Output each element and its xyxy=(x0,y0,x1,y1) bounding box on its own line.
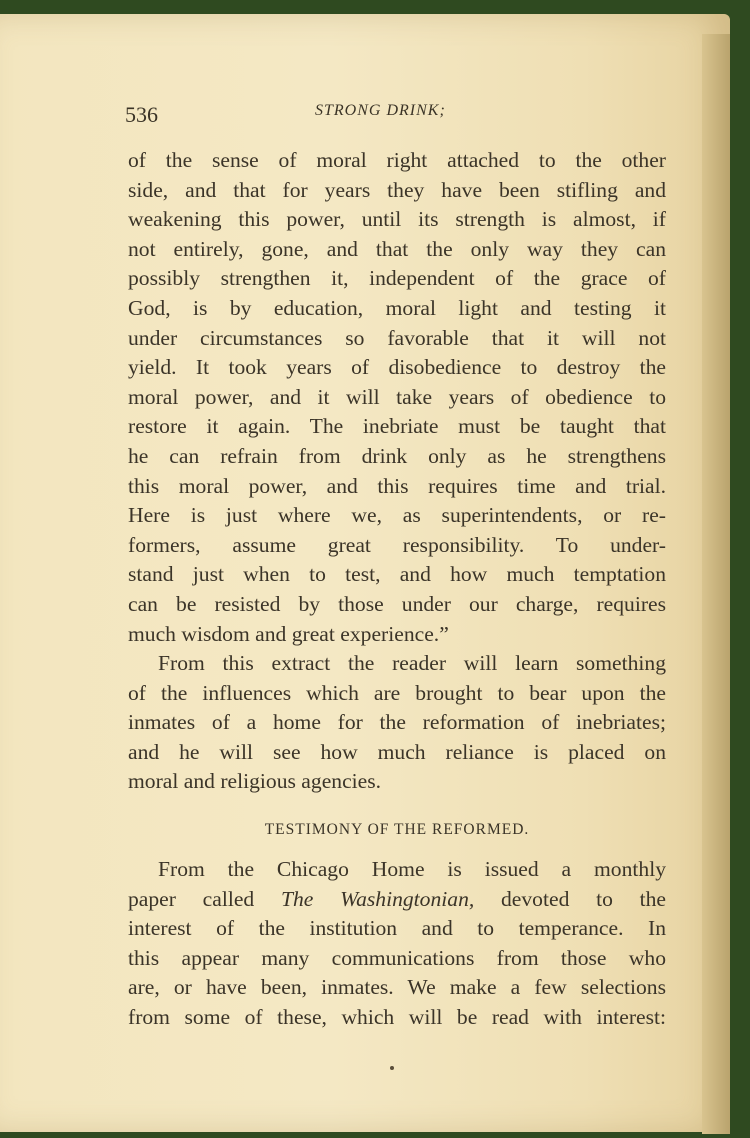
text-line: from some of these, which will be read with interest: xyxy=(128,1005,666,1030)
paragraph-testimony-intro xyxy=(128,855,666,1033)
text-line: not entirely, gone, and that the only way they can xyxy=(128,236,666,261)
text-line: this appear many communications from those who xyxy=(128,945,666,970)
text-line: formers, assume great responsibility. To under- xyxy=(128,532,666,557)
text-line: restore it again. The inebriate must be taught that xyxy=(128,414,666,439)
page-header xyxy=(125,100,665,130)
text-line: From this extract the reader will learn something xyxy=(158,651,666,676)
text-line: can be resisted by those under our charge, requires xyxy=(128,591,666,616)
publication-title: The Washingtonian, xyxy=(280,886,475,911)
text-line: moral power, and it will take years of obedience to xyxy=(128,384,666,409)
text-line: From the Chicago Home is issued a monthly xyxy=(158,857,666,882)
text-line xyxy=(128,885,666,915)
text-line: are, or have been, inmates. We make a few selections xyxy=(128,975,666,1000)
page-edge xyxy=(702,34,730,1134)
section-heading: TESTIMONY OF THE REFORMED. xyxy=(264,821,530,839)
text-line: much wisdom and great experience.” xyxy=(128,621,449,646)
text-line: possibly strengthen it, independent of the grace of xyxy=(128,266,666,291)
paragraph-continued xyxy=(128,146,666,649)
text-line: God, is by education, moral light and testing it xyxy=(128,295,666,320)
text-line: of the influences which are brought to bear upon the xyxy=(128,680,666,705)
text-line: this moral power, and this requires time and trial. xyxy=(128,473,666,498)
text-line: Here is just where we, as superintendents, or re- xyxy=(128,503,666,528)
text-line: weakening this power, until its strength is almost, if xyxy=(128,207,666,232)
text-line: side, and that for years they have been stifling and xyxy=(128,177,666,202)
text-line: he can refrain from drink only as he strengthens xyxy=(128,443,666,468)
text-line: of the sense of moral right attached to the other xyxy=(128,148,666,172)
paragraph-extract-summary xyxy=(128,649,666,797)
text-fragment: paper called xyxy=(128,886,281,911)
text-line: under circumstances so favorable that it will not xyxy=(128,325,666,350)
text-line: stand just when to test, and how much temptation xyxy=(128,562,666,587)
body-text xyxy=(128,146,666,1033)
book-page xyxy=(0,14,730,1132)
text-line: yield. It took years of disobedience to destroy the xyxy=(128,355,666,380)
page-number: 536 xyxy=(125,102,158,127)
text-fragment: devoted to the xyxy=(474,886,666,911)
running-head: STRONG DRINK; xyxy=(315,102,446,119)
text-line: interest of the institution and to temperance. In xyxy=(128,916,666,941)
text-line: inmates of a home for the reformation of inebriates; xyxy=(128,710,666,735)
text-line: moral and religious agencies. xyxy=(128,769,382,794)
ink-dot xyxy=(390,1066,394,1070)
text-line: and he will see how much reliance is placed on xyxy=(128,739,666,764)
